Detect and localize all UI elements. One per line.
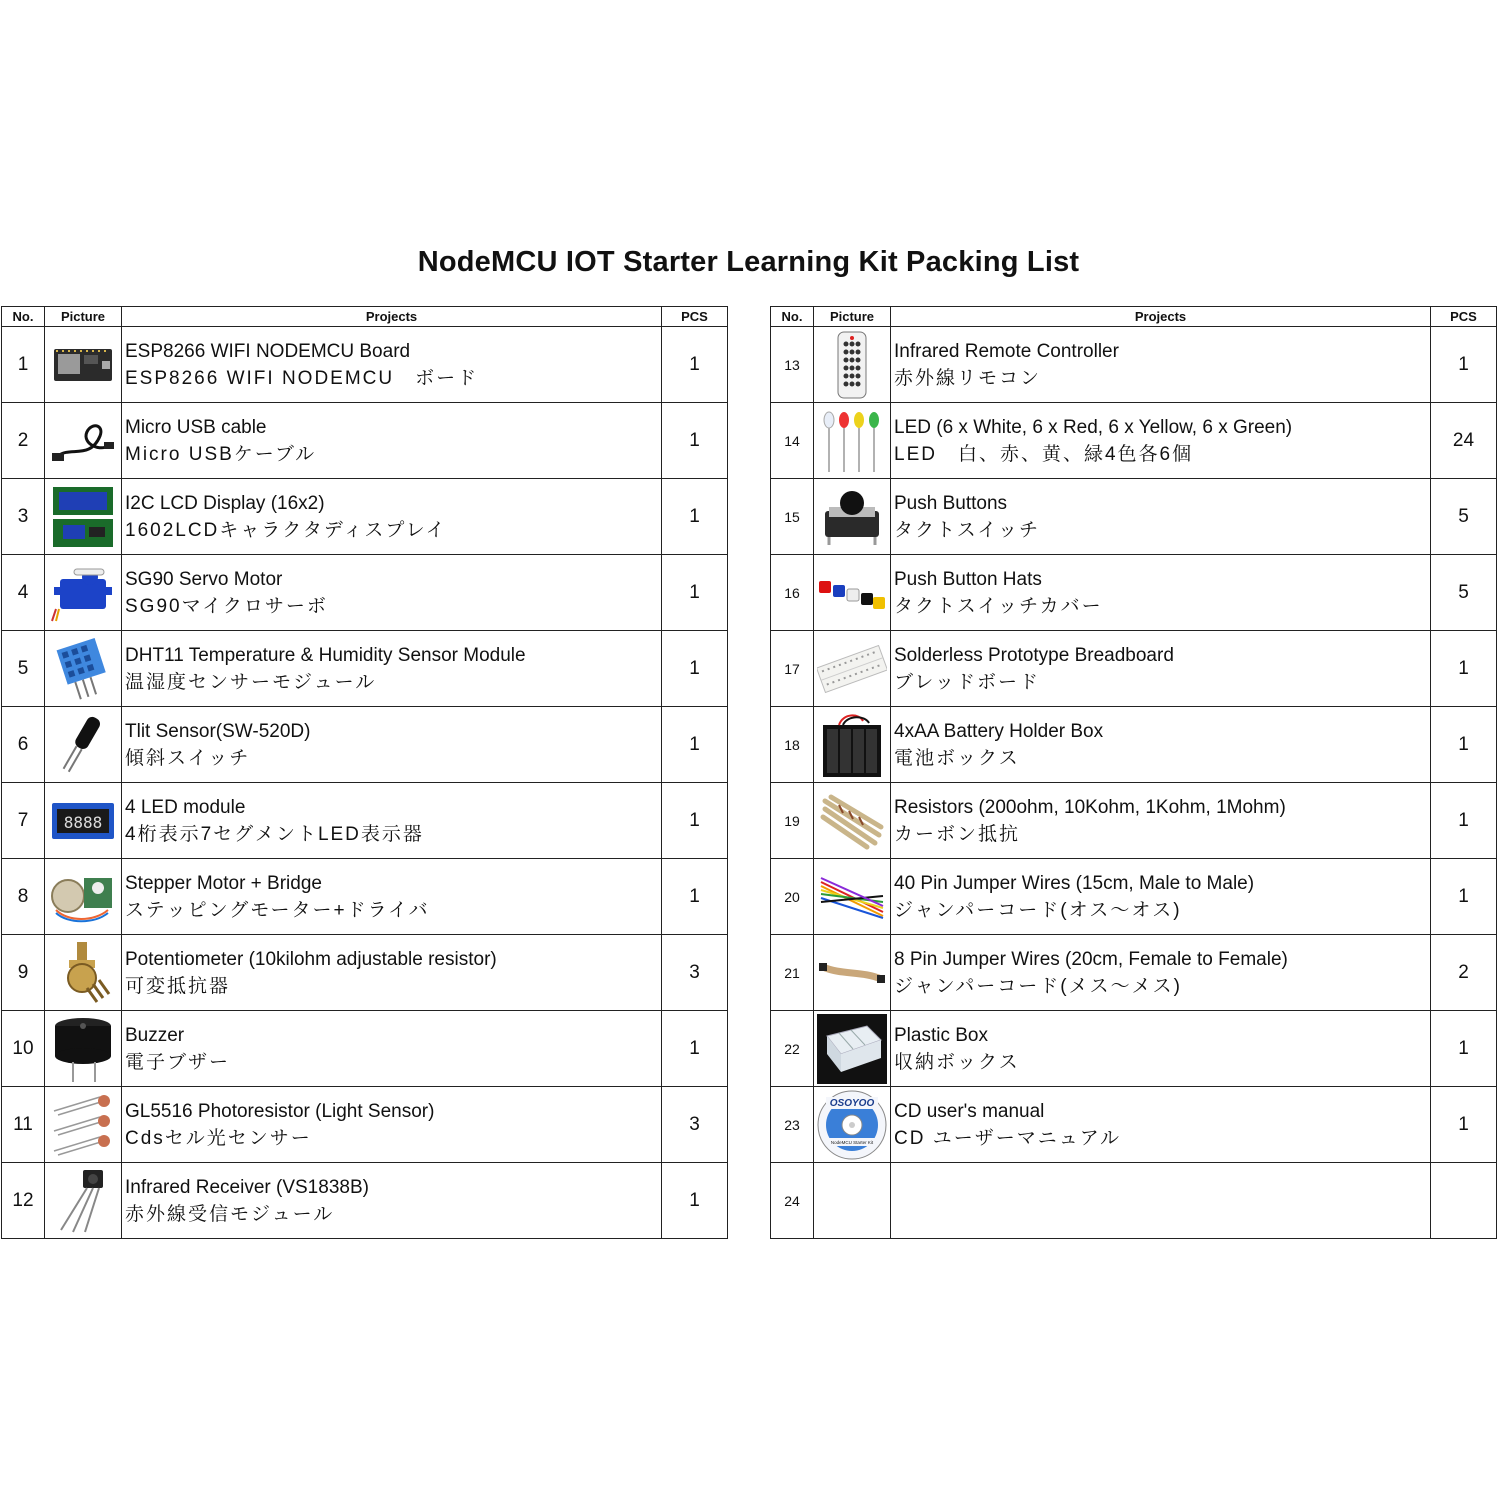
button-hats-icon [814,573,890,613]
battery-holder-icon [814,711,890,779]
item-picture [814,403,891,479]
item-picture [45,631,122,707]
breadboard-icon [814,644,890,694]
item-projects [122,631,662,707]
item-name-en: Infrared Remote Controller [894,340,1119,362]
table-row [2,1087,1497,1163]
item-picture [45,1087,122,1163]
item-projects [122,479,662,555]
item-quantity: 1 [1431,631,1497,707]
column-gap [728,555,771,631]
item-name-en: Push Buttons [894,492,1008,514]
header-no: No. [2,307,45,327]
item-quantity: 24 [1431,403,1497,479]
item-name-ja: Cdsセル光センサー [125,1127,312,1149]
column-gap [728,1087,771,1163]
item-name-ja: ジャンパーコード(オス～オス) [894,899,1182,921]
header-pcs: PCS [1431,307,1497,327]
item-name-en: 8 Pin Jumper Wires (20cm, Female to Female) [894,948,1288,970]
item-name-ja: ESP8266 WIFI NODEMCU ボード [125,367,479,389]
item-projects [891,1087,1431,1163]
item-projects [122,935,662,1011]
item-projects [891,479,1431,555]
item-name-en: 40 Pin Jumper Wires (15cm, Male to Male) [894,872,1255,894]
column-gap [728,403,771,479]
item-number: 10 [2,1011,45,1087]
item-name-ja: Micro USBケーブル [125,443,317,465]
table-row [2,1011,1497,1087]
tilt-sensor-icon [45,713,121,777]
item-quantity: 3 [662,1087,728,1163]
item-number: 18 [771,707,814,783]
item-name-en: 4 LED module [125,796,246,818]
item-projects [122,859,662,935]
svg-text:8888: 8888 [63,812,103,832]
item-quantity: 1 [662,631,728,707]
item-number: 3 [2,479,45,555]
item-number: 12 [2,1163,45,1239]
item-picture [45,859,122,935]
column-gap [728,1163,771,1239]
item-number: 5 [2,631,45,707]
servo-motor-icon [45,563,121,623]
item-picture [814,1011,891,1087]
item-name-en: Tlit Sensor(SW-520D) [125,720,311,742]
item-picture [45,1163,122,1239]
ir-remote-icon [814,330,890,400]
item-name-ja: ブレッドボード [894,671,1041,693]
item-name-ja: 4桁表示7セグメントLED表示器 [125,823,424,845]
item-number: 14 [771,403,814,479]
column-gap [728,859,771,935]
item-projects [122,1011,662,1087]
item-projects [891,1163,1431,1239]
dht11-sensor-icon [45,637,121,701]
item-picture [814,859,891,935]
item-picture [814,631,891,707]
item-quantity: 1 [1431,1087,1497,1163]
item-projects [891,707,1431,783]
item-name-ja: 1602LCDキャラクタディスプレイ [125,519,447,541]
item-quantity: 1 [662,1011,728,1087]
header-pcs: PCS [662,307,728,327]
resistors-icon [814,791,890,851]
item-name-en: Stepper Motor + Bridge [125,872,322,894]
item-name-en: LED (6 x White, 6 x Red, 6 x Yellow, 6 x Green) [894,416,1293,438]
item-name-en: Resistors (200ohm, 10Kohm, 1Kohm, 1Mohm) [894,796,1286,818]
table-row [2,1163,1497,1239]
item-number: 4 [2,555,45,631]
item-picture [45,783,122,859]
item-quantity: 5 [1431,479,1497,555]
page-title: NodeMCU IOT Starter Learning Kit Packing List [417,246,1080,278]
table-row [2,403,1497,479]
item-name-en: SG90 Servo Motor [125,568,283,590]
item-number: 20 [771,859,814,935]
item-projects [891,859,1431,935]
item-name-ja: タクトスイッチ [894,519,1041,541]
item-name-en: DHT11 Temperature & Humidity Sensor Module [125,644,526,666]
item-number: 7 [2,783,45,859]
column-gap [728,707,771,783]
item-name-ja: 温湿度センサーモジュール [125,671,377,693]
item-picture [814,783,891,859]
table-row [2,631,1497,707]
item-picture [45,555,122,631]
item-number: 17 [771,631,814,707]
column-gap [728,935,771,1011]
item-picture [814,935,891,1011]
item-quantity: 1 [662,859,728,935]
cd-brand: OSOYOO [829,1097,875,1109]
column-gap [728,479,771,555]
item-quantity: 1 [1431,783,1497,859]
item-number: 9 [2,935,45,1011]
item-picture [45,403,122,479]
item-picture [814,707,891,783]
item-quantity: 1 [662,555,728,631]
push-button-icon [814,489,890,545]
item-name-ja: 可変抵抗器 [125,975,231,997]
potentiometer-icon [45,940,121,1006]
item-projects [891,555,1431,631]
lcd-display-icon [45,485,121,549]
item-projects [891,327,1431,403]
item-name-ja: 収納ボックス [894,1051,1020,1073]
item-name-en: ESP8266 WIFI NODEMCU Board [125,340,411,362]
usb-cable-icon [45,416,121,466]
item-quantity: 1 [662,479,728,555]
item-number: 16 [771,555,814,631]
header-projects: Projects [122,307,662,327]
item-quantity: 1 [1431,707,1497,783]
item-name-en: GL5516 Photoresistor (Light Sensor) [125,1100,435,1122]
buzzer-icon [45,1014,121,1084]
item-name-ja: カーボン抵抗 [894,823,1021,845]
item-picture [45,707,122,783]
item-projects [122,555,662,631]
item-projects [891,403,1431,479]
item-number: 11 [2,1087,45,1163]
ribbon-wires-icon [814,953,890,993]
item-name-ja: 赤外線受信モジュール [125,1203,335,1225]
item-name-en: Potentiometer (10kilohm adjustable resistor) [125,948,497,970]
item-name-ja: 電池ボックス [894,747,1020,769]
item-picture [814,479,891,555]
item-name-en: Push Button Hats [894,568,1042,590]
item-name-ja: 傾斜スイッチ [125,747,251,769]
led-module-icon [45,801,121,841]
item-name-en: Solderless Prototype Breadboard [894,644,1174,666]
item-name-en: Buzzer [125,1024,185,1046]
item-picture [45,479,122,555]
item-number: 8 [2,859,45,935]
item-number: 24 [771,1163,814,1239]
item-name-ja: LED 白、赤、黄、緑4色各6個 [894,443,1194,465]
item-quantity: 1 [662,783,728,859]
item-projects [122,707,662,783]
header-projects: Projects [891,307,1431,327]
item-picture [814,555,891,631]
table-row [2,555,1497,631]
plastic-box-icon [814,1014,890,1084]
item-quantity: 2 [1431,935,1497,1011]
item-quantity: 3 [662,935,728,1011]
item-number: 21 [771,935,814,1011]
item-quantity: 1 [662,327,728,403]
header-row [2,307,1497,327]
column-gap [728,783,771,859]
item-name-en: CD user's manual [894,1100,1045,1122]
item-number: 23 [771,1087,814,1163]
item-name-en: 4xAA Battery Holder Box [894,720,1104,742]
table-row [2,327,1497,403]
item-projects [891,631,1431,707]
item-name-en: Plastic Box [894,1024,988,1046]
item-quantity [1431,1163,1497,1239]
led-icon [814,408,890,474]
item-picture [45,327,122,403]
header-picture: Picture [814,307,891,327]
item-quantity: 5 [1431,555,1497,631]
table-row [2,859,1497,935]
header-no: No. [771,307,814,327]
item-name-en: Micro USB cable [125,416,267,438]
item-name-ja: ジャンパーコード(メス～メス) [894,975,1182,997]
item-projects [122,783,662,859]
column-gap [728,1011,771,1087]
cd-icon [814,1089,890,1161]
item-picture [45,935,122,1011]
item-name-ja: SG90マイクロサーボ [125,595,328,617]
header-picture: Picture [45,307,122,327]
packing-list-table [1,306,1497,1239]
item-projects [891,1011,1431,1087]
item-quantity: 1 [662,403,728,479]
table-row [2,935,1497,1011]
item-quantity: 1 [662,707,728,783]
item-number: 19 [771,783,814,859]
item-name-en: I2C LCD Display (16x2) [125,492,325,514]
item-number: 1 [2,327,45,403]
item-number: 22 [771,1011,814,1087]
item-quantity: 1 [1431,327,1497,403]
column-gap [728,631,771,707]
item-name-ja: 電子ブザー [125,1051,231,1073]
item-projects [122,327,662,403]
cd-label: NodeMCU Starter Kit [830,1139,874,1145]
stepper-motor-icon [45,870,121,924]
table-row [2,479,1497,555]
item-number: 15 [771,479,814,555]
jumper-wires-icon [814,872,890,922]
item-projects [122,403,662,479]
item-number: 6 [2,707,45,783]
item-name-en: Infrared Receiver (VS1838B) [125,1176,369,1198]
item-quantity: 1 [1431,1011,1497,1087]
item-quantity: 1 [662,1163,728,1239]
item-picture [814,1163,891,1239]
item-picture [814,1087,891,1163]
item-name-ja: CD ユーザーマニュアル [894,1127,1121,1149]
nodemcu-board-icon [45,345,121,385]
column-gap [728,327,771,403]
item-projects [122,1163,662,1239]
item-quantity: 1 [1431,859,1497,935]
item-projects [122,1087,662,1163]
photoresistor-icon [45,1093,121,1157]
item-number: 2 [2,403,45,479]
item-name-ja: ステッピングモーター+ドライバ [125,899,430,921]
column-gap [728,307,771,327]
table-row [2,707,1497,783]
item-name-ja: 赤外線リモコン [894,367,1042,389]
item-picture [814,327,891,403]
item-picture [45,1011,122,1087]
item-projects [891,935,1431,1011]
item-name-ja: タクトスイッチカバー [894,595,1103,617]
ir-receiver-icon [45,1168,121,1234]
item-number: 13 [771,327,814,403]
item-projects [891,783,1431,859]
table-row [2,783,1497,859]
